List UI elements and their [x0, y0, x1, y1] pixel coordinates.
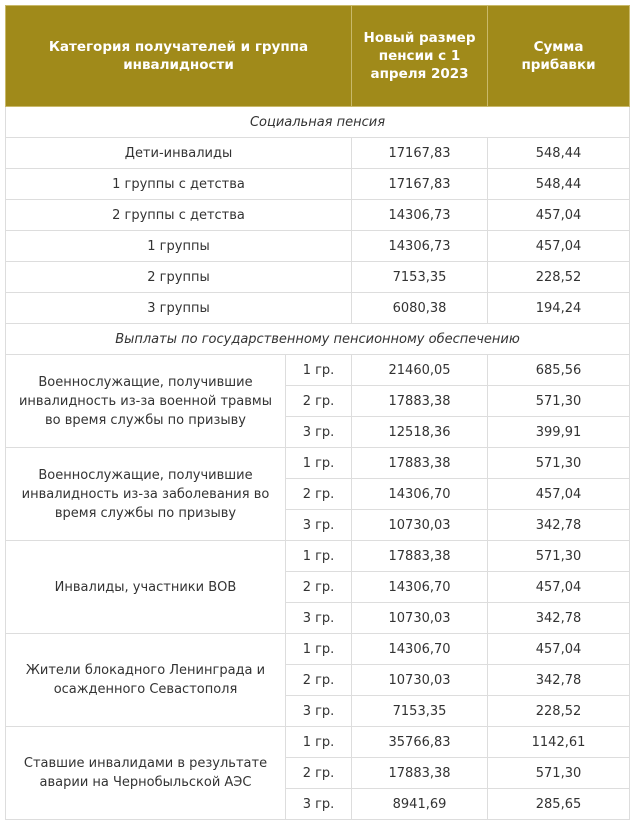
pension-value: 6080,38	[352, 293, 488, 324]
row-label: 2 группы	[6, 262, 352, 293]
increase-value: 342,78	[488, 510, 630, 541]
increase-value: 571,30	[488, 448, 630, 479]
pension-value: 17167,83	[352, 169, 488, 200]
pension-value: 14306,70	[352, 479, 488, 510]
pension-value: 14306,70	[352, 634, 488, 665]
increase-value: 228,52	[488, 696, 630, 727]
increase-value: 342,78	[488, 603, 630, 634]
increase-value: 457,04	[488, 479, 630, 510]
pension-value: 7153,35	[352, 696, 488, 727]
table-row	[6, 355, 630, 386]
pension-value: 17883,38	[352, 541, 488, 572]
pension-value: 8941,69	[352, 789, 488, 820]
row-label: 2 группы с детства	[6, 200, 352, 231]
group-label: 2 гр.	[286, 386, 352, 417]
pension-value: 35766,83	[352, 727, 488, 758]
increase-value: 685,56	[488, 355, 630, 386]
group-label: 2 гр.	[286, 479, 352, 510]
group-label: 3 гр.	[286, 789, 352, 820]
category-label: Ставшие инвалидами в результате аварии на Чернобыльской АЭС	[6, 727, 286, 820]
increase-value: 1142,61	[488, 727, 630, 758]
increase-value: 457,04	[488, 572, 630, 603]
header-new-pension: Новый размер пенсии с 1 апреля 2023	[352, 6, 488, 107]
increase-value: 548,44	[488, 169, 630, 200]
pension-value: 7153,35	[352, 262, 488, 293]
group-label: 1 гр.	[286, 634, 352, 665]
table-header	[6, 6, 630, 107]
pension-value: 14306,73	[352, 231, 488, 262]
section-row	[6, 324, 630, 355]
pension-value: 17167,83	[352, 138, 488, 169]
increase-value: 285,65	[488, 789, 630, 820]
increase-value: 571,30	[488, 541, 630, 572]
group-label: 2 гр.	[286, 572, 352, 603]
group-label: 2 гр.	[286, 665, 352, 696]
pension-value: 12518,36	[352, 417, 488, 448]
group-label: 3 гр.	[286, 603, 352, 634]
section-title-social: Социальная пенсия	[6, 107, 630, 138]
group-label: 3 гр.	[286, 417, 352, 448]
pension-value: 14306,70	[352, 572, 488, 603]
table-row	[6, 634, 630, 665]
category-label: Инвалиды, участники ВОВ	[6, 541, 286, 634]
group-label: 3 гр.	[286, 510, 352, 541]
category-label: Жители блокадного Ленинграда и осажденного Севастополя	[6, 634, 286, 727]
section-row	[6, 107, 630, 138]
row-label: 3 группы	[6, 293, 352, 324]
increase-value: 457,04	[488, 231, 630, 262]
row-label: 1 группы	[6, 231, 352, 262]
table-row	[6, 200, 630, 231]
increase-value: 342,78	[488, 665, 630, 696]
pension-value: 21460,05	[352, 355, 488, 386]
pension-table	[5, 5, 630, 820]
row-label: 1 группы с детства	[6, 169, 352, 200]
pension-value: 17883,38	[352, 386, 488, 417]
pension-value: 17883,38	[352, 448, 488, 479]
pension-value: 10730,03	[352, 603, 488, 634]
category-label: Военнослужащие, получившие инвалидность из-за военной травмы во время службы по призыву	[6, 355, 286, 448]
group-label: 1 гр.	[286, 448, 352, 479]
row-label: Дети-инвалиды	[6, 138, 352, 169]
table-row	[6, 231, 630, 262]
increase-value: 548,44	[488, 138, 630, 169]
increase-value: 571,30	[488, 758, 630, 789]
table-row	[6, 293, 630, 324]
table-row	[6, 727, 630, 758]
table-row	[6, 169, 630, 200]
section-title-state: Выплаты по государственному пенсионному обеспечению	[6, 324, 630, 355]
table-row	[6, 448, 630, 479]
increase-value: 228,52	[488, 262, 630, 293]
table-row	[6, 541, 630, 572]
increase-value: 194,24	[488, 293, 630, 324]
increase-value: 457,04	[488, 200, 630, 231]
group-label: 1 гр.	[286, 541, 352, 572]
pension-value: 10730,03	[352, 510, 488, 541]
category-label: Военнослужащие, получившие инвалидность из-за заболевания во время службы по призыву	[6, 448, 286, 541]
pension-value: 17883,38	[352, 758, 488, 789]
increase-value: 457,04	[488, 634, 630, 665]
header-category: Категория получателей и группа инвалидности	[6, 6, 352, 107]
pension-value: 10730,03	[352, 665, 488, 696]
increase-value: 399,91	[488, 417, 630, 448]
header-increase: Сумма прибавки	[488, 6, 630, 107]
table-row	[6, 138, 630, 169]
group-label: 1 гр.	[286, 355, 352, 386]
pension-value: 14306,73	[352, 200, 488, 231]
increase-value: 571,30	[488, 386, 630, 417]
group-label: 1 гр.	[286, 727, 352, 758]
table-row	[6, 262, 630, 293]
group-label: 2 гр.	[286, 758, 352, 789]
group-label: 3 гр.	[286, 696, 352, 727]
